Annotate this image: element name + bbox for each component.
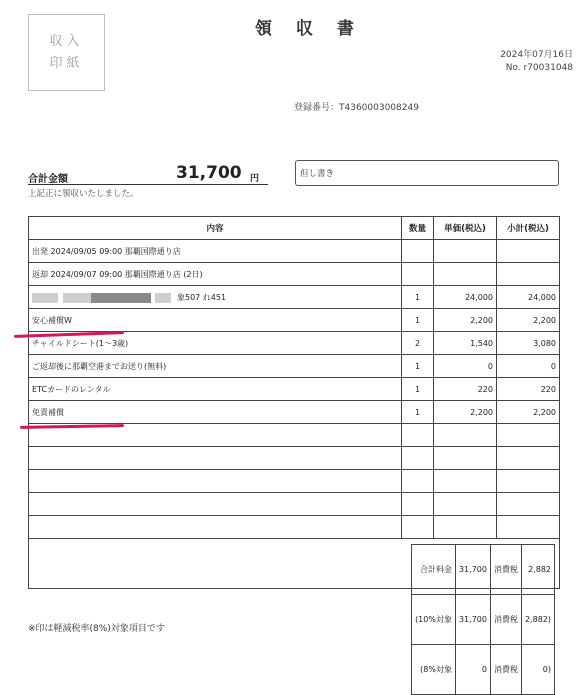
summary-line <box>412 545 555 595</box>
row-quantity <box>402 240 434 263</box>
redaction-mark <box>91 293 151 303</box>
summary-line <box>412 645 555 695</box>
row-description: ご返却後に那覇空港までお送り(無料) <box>29 355 402 378</box>
table-header-row <box>29 217 560 240</box>
header-subtotal: 小計(税込) <box>497 217 560 240</box>
empty-cell <box>29 447 402 470</box>
summary-tax-label: 消費税 <box>490 545 521 595</box>
total-amount: 31,700 <box>176 163 242 183</box>
row-description: チャイルドシート(1～3歳) <box>29 332 402 355</box>
row-description: ETCカードのレンタル <box>29 378 402 401</box>
total-label: 合計金額 <box>28 174 68 185</box>
proviso-box <box>295 160 559 186</box>
table-row <box>29 240 560 263</box>
table-row <box>29 516 560 539</box>
receipt-note: 上記正に領収いたしました。 <box>28 189 139 199</box>
summary-label: (8%対象 <box>412 645 456 695</box>
empty-cell <box>434 447 497 470</box>
summary-row <box>29 539 560 589</box>
empty-cell <box>434 516 497 539</box>
row-description: 象507 れ451 <box>177 293 227 302</box>
table-row <box>29 355 560 378</box>
stamp-line-2: 印紙 <box>49 55 84 71</box>
summary-amount: 31,700 <box>455 595 490 645</box>
tax-summary <box>411 544 555 695</box>
redaction-mark <box>155 293 171 303</box>
empty-cell <box>29 493 402 516</box>
empty-cell <box>402 493 434 516</box>
row-unit-price: 2,200 <box>434 401 497 424</box>
row-subtotal <box>497 263 560 286</box>
row-description: 免責補償 <box>29 401 402 424</box>
row-description: 返却 2024/09/07 09:00 那覇国際通り店 (2日) <box>29 263 402 286</box>
row-description-cell <box>29 286 402 309</box>
table-row <box>29 470 560 493</box>
table-row <box>29 332 560 355</box>
row-subtotal: 220 <box>497 378 560 401</box>
issue-date: 2024年07月16日 <box>500 50 573 60</box>
redaction-mark <box>32 293 58 303</box>
summary-amount: 31,700 <box>455 545 490 595</box>
row-subtotal: 0 <box>497 355 560 378</box>
header-quantity: 数量 <box>402 217 434 240</box>
row-quantity: 2 <box>402 332 434 355</box>
row-quantity <box>402 263 434 286</box>
summary-amount: 0 <box>455 645 490 695</box>
row-subtotal: 2,200 <box>497 309 560 332</box>
document-number: No. r70031048 <box>505 63 573 73</box>
header-description: 内容 <box>29 217 402 240</box>
empty-cell <box>29 516 402 539</box>
proviso-label: 但し書き <box>300 169 335 179</box>
empty-cell <box>402 447 434 470</box>
summary-label: 合計料金 <box>412 545 456 595</box>
row-quantity: 1 <box>402 378 434 401</box>
summary-tax-label: 消費税 <box>490 645 521 695</box>
table-row <box>29 493 560 516</box>
table-row <box>29 447 560 470</box>
registration-number: 登録番号：T4360003008249 <box>294 103 419 113</box>
summary-tax: 2,882 <box>521 545 554 595</box>
empty-cell <box>402 470 434 493</box>
row-unit-price <box>434 240 497 263</box>
row-unit-price: 1,540 <box>434 332 497 355</box>
header-unit-price: 単価(税込) <box>434 217 497 240</box>
empty-cell <box>497 447 560 470</box>
summary-tax: 2,882) <box>521 595 554 645</box>
revenue-stamp-box <box>28 14 105 91</box>
footnote: ※印は軽減税率(8%)対象項目です <box>28 624 165 634</box>
summary-line <box>412 595 555 645</box>
empty-cell <box>434 493 497 516</box>
row-quantity: 1 <box>402 309 434 332</box>
total-amount-block <box>28 163 268 185</box>
stamp-line-1: 収入 <box>49 33 84 49</box>
summary-label: (10%対象 <box>412 595 456 645</box>
row-quantity: 1 <box>402 401 434 424</box>
row-unit-price <box>434 263 497 286</box>
row-unit-price: 24,000 <box>434 286 497 309</box>
row-subtotal: 3,080 <box>497 332 560 355</box>
table-row <box>29 286 560 309</box>
empty-cell <box>434 424 497 447</box>
summary-tax: 0) <box>521 645 554 695</box>
table-row <box>29 309 560 332</box>
document-title: 領 収 書 <box>255 19 363 39</box>
empty-cell <box>497 424 560 447</box>
summary-tax-label: 消費税 <box>490 595 521 645</box>
empty-cell <box>497 470 560 493</box>
row-quantity: 1 <box>402 286 434 309</box>
empty-cell <box>402 424 434 447</box>
table-row <box>29 401 560 424</box>
row-subtotal: 2,200 <box>497 401 560 424</box>
row-unit-price: 0 <box>434 355 497 378</box>
table-row <box>29 263 560 286</box>
empty-cell <box>434 470 497 493</box>
row-description: 出発 2024/09/05 09:00 那覇国際通り店 <box>29 240 402 263</box>
total-unit: 円 <box>250 174 260 184</box>
table-row <box>29 378 560 401</box>
empty-cell <box>402 516 434 539</box>
empty-cell <box>497 516 560 539</box>
row-unit-price: 2,200 <box>434 309 497 332</box>
row-quantity: 1 <box>402 355 434 378</box>
row-subtotal: 24,000 <box>497 286 560 309</box>
empty-cell <box>29 470 402 493</box>
row-subtotal <box>497 240 560 263</box>
row-unit-price: 220 <box>434 378 497 401</box>
empty-cell <box>497 493 560 516</box>
row-description: 安心補償W <box>29 309 402 332</box>
